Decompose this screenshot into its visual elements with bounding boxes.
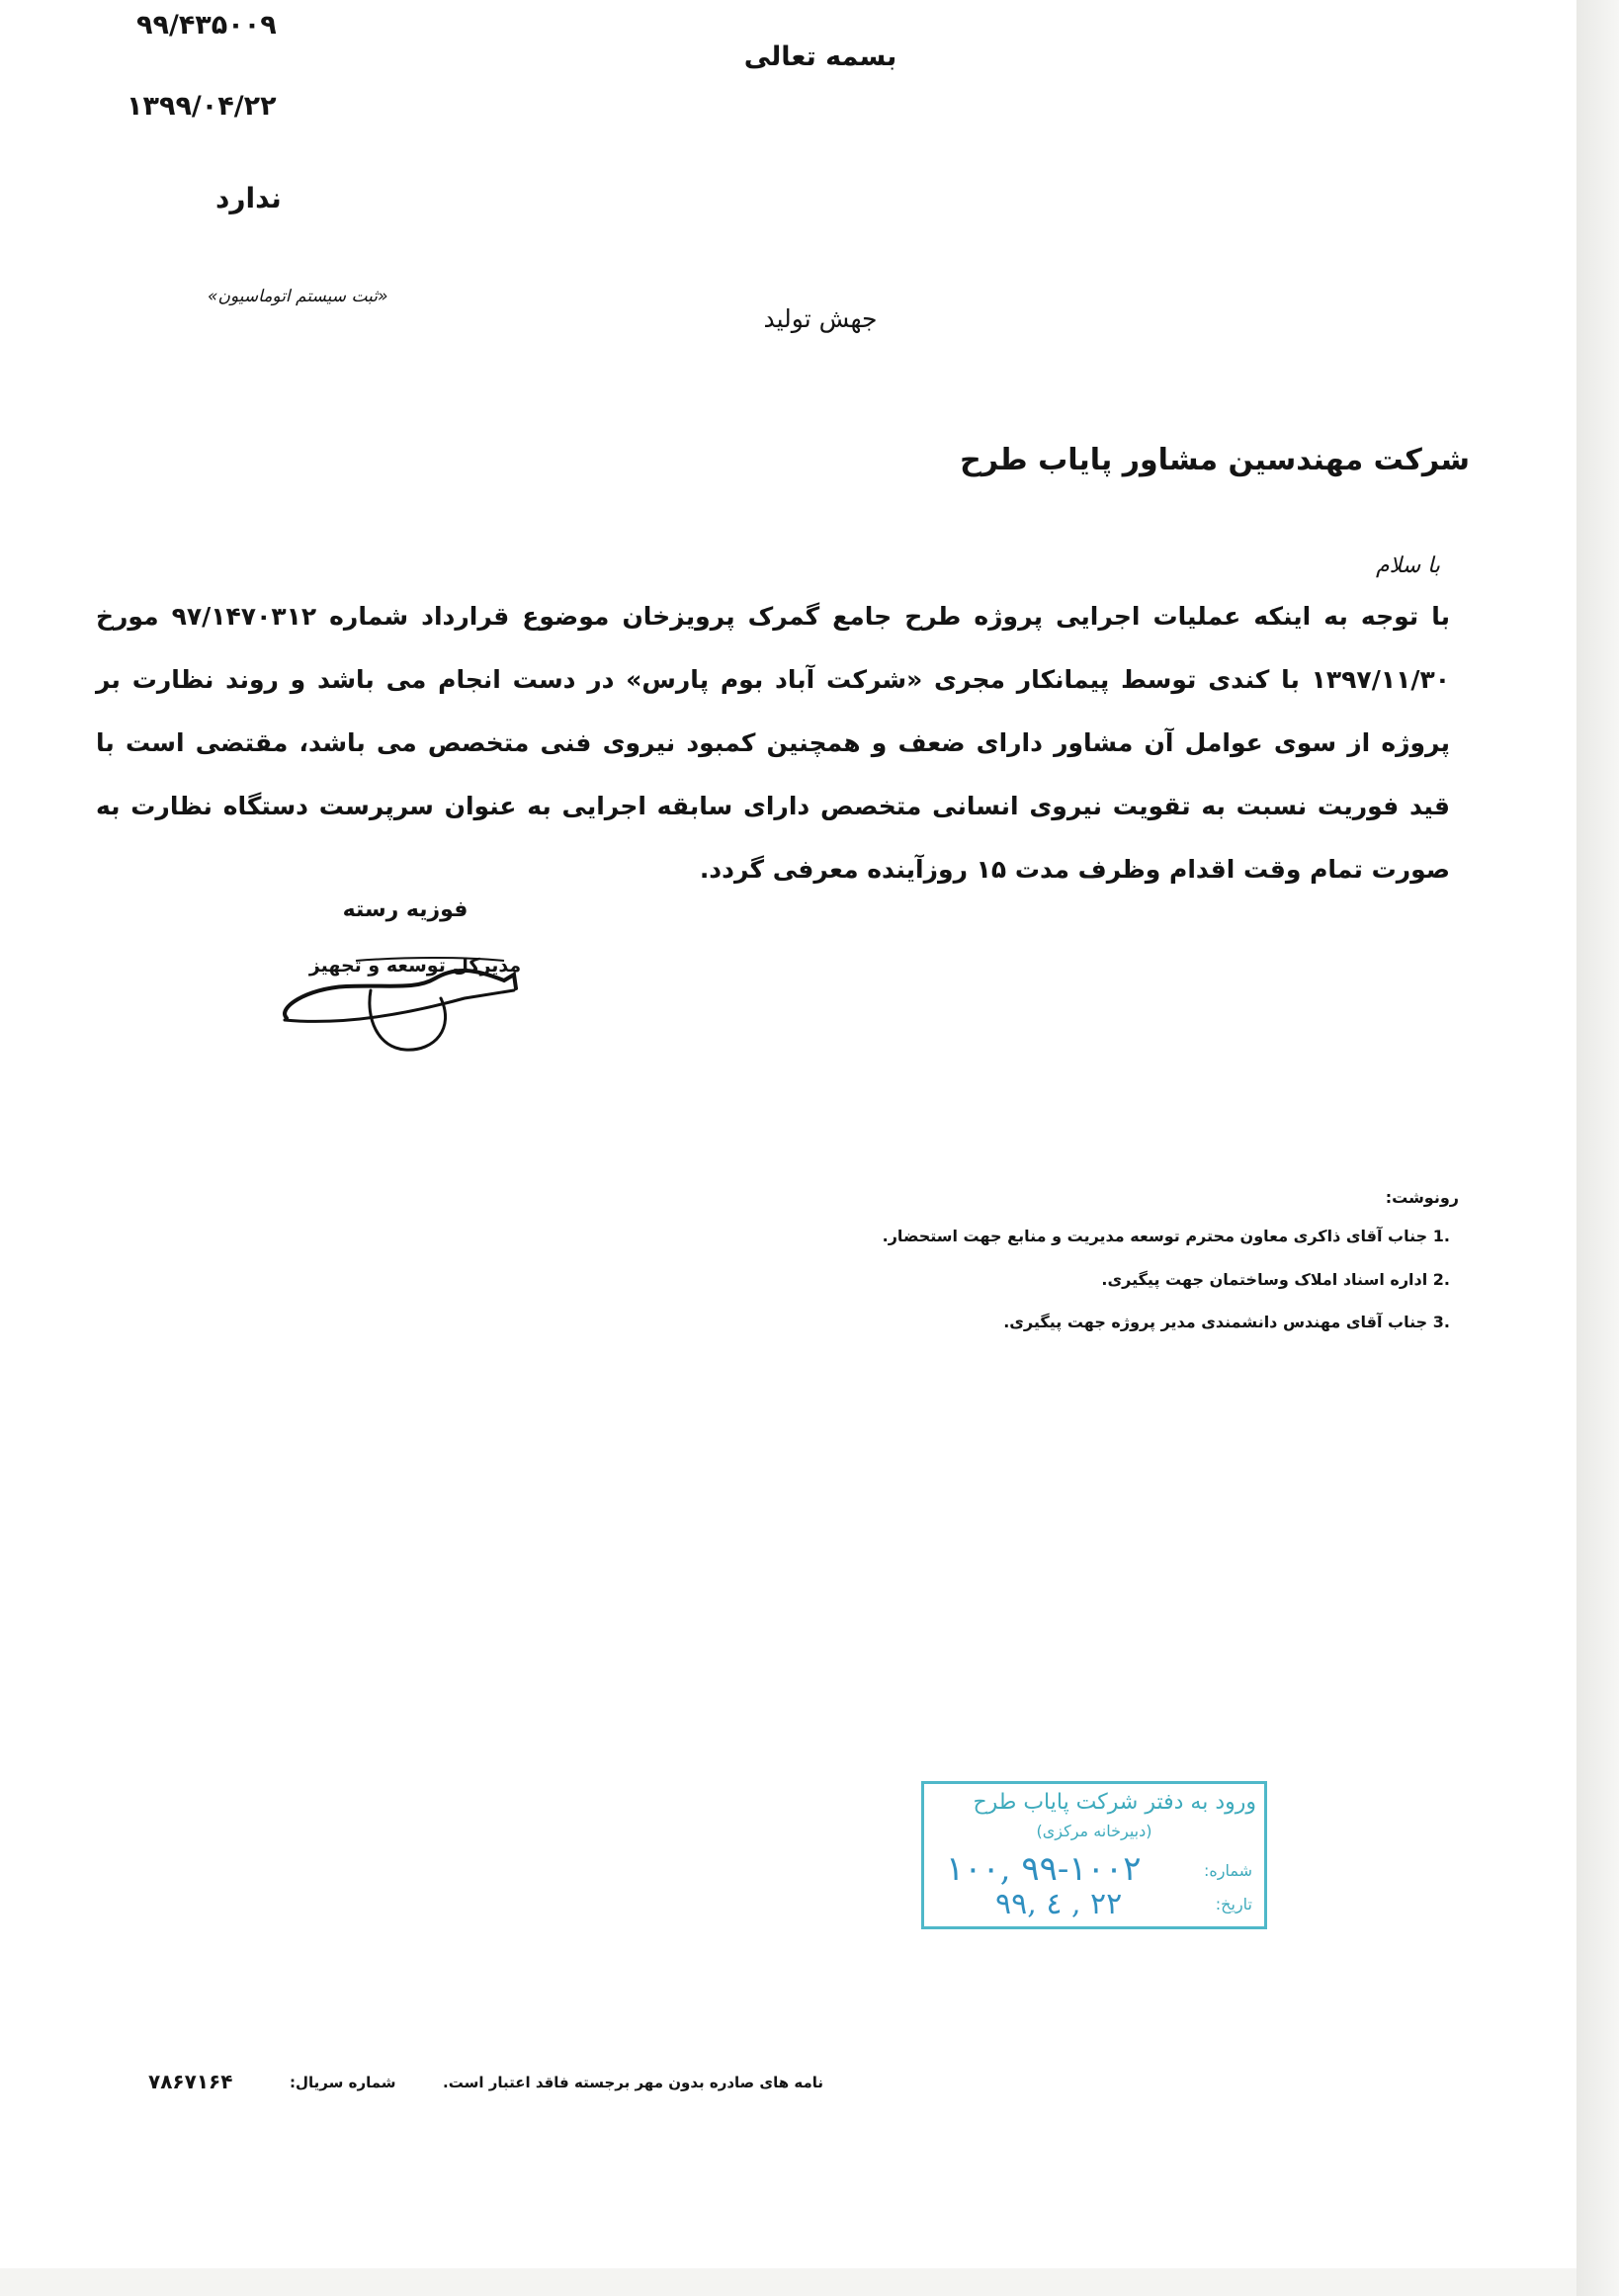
stamp-date-label: تاریخ: xyxy=(1215,1895,1252,1913)
stamp-subtitle: (دبیرخانه مرکزی) xyxy=(1036,1822,1152,1840)
scan-edge xyxy=(1576,0,1619,2296)
footer-validity-note: نامه های صادره بدون مهر برجسته فاقد اعتبار است. xyxy=(443,2074,824,2091)
receipt-stamp xyxy=(921,1781,1267,1929)
cc-heading: رونوشت: xyxy=(1385,1188,1459,1207)
handwritten-signature xyxy=(267,939,524,1067)
letter-date: ۱۳۹۹/۰۴/۲۲ xyxy=(127,91,277,122)
stamp-number-label: شماره: xyxy=(1203,1861,1252,1880)
salutation: با سلام xyxy=(1375,553,1440,578)
letter-number: ۹۹/۴۳۵۰۰۹ xyxy=(136,10,277,41)
letter-body-paragraph: با توجه به اینکه عملیات اجرایی پروژه طرح جامع گمرک پرویزخان موضوع قرارداد شماره ۹۷/۱۴۷۰۳۱۲ مورخ ۱۳۹۷/۱۱/۳۰ با کندی توسط پیمانکار مجری «شرکت آباد بوم پارس» در دست انجام می باشد و روند نظارت بر پروژه از سوی عوامل آن مشاور دارای ضعف و همچنین کمبود نیروی فنی متخصص می باشد، مقتضی است با قید فوریت نسبت به تقویت نیروی انسانی متخصص دارای سابقه اجرایی به عنوان سرپرست دستگاه نظارت به صورت تمام وقت اقدام وظرف مدت ۱۵ روزآینده معرفی گردد. xyxy=(96,602,1451,884)
cc-item: .2 اداره اسناد املاک وساختمان جهت پیگیری. xyxy=(1101,1270,1450,1289)
letter-attachment: ندارد xyxy=(215,182,282,214)
stamp-title: ورود به دفتر شرکت پایاب طرح xyxy=(973,1790,1256,1815)
signer-name: فوزیه رسته xyxy=(342,897,469,922)
recipient-name: شرکت مهندسین مشاور پایاب طرح xyxy=(960,443,1470,477)
footer-serial-label: شماره سریال: xyxy=(290,2074,396,2091)
stamp-number-value: ۱۰۰, ۹۹-۱۰۰۲ xyxy=(946,1849,1142,1889)
cc-item: .3 جناب آقای مهندس دانشمندی مدیر پروژه جهت پیگیری. xyxy=(1003,1313,1450,1331)
letter-invocation: بسمه تعالی xyxy=(743,42,897,72)
footer-serial-value: ۷۸۶۷۱۶۴ xyxy=(148,2070,233,2093)
cc-item: .1 جناب آقای ذاکری معاون محترم توسعه مدیریت و منابع جهت استحضار. xyxy=(882,1227,1450,1245)
year-slogan: جهش تولید xyxy=(763,304,878,333)
signer-title: مدیرکل توسعه و تجهیز xyxy=(308,955,522,977)
stamp-date-value: ۹۹, ٤ , ۲۲ xyxy=(995,1887,1123,1921)
system-registration-note: «ثبت سیستم اتوماسیون» xyxy=(208,287,388,306)
letter-body xyxy=(96,585,1450,901)
